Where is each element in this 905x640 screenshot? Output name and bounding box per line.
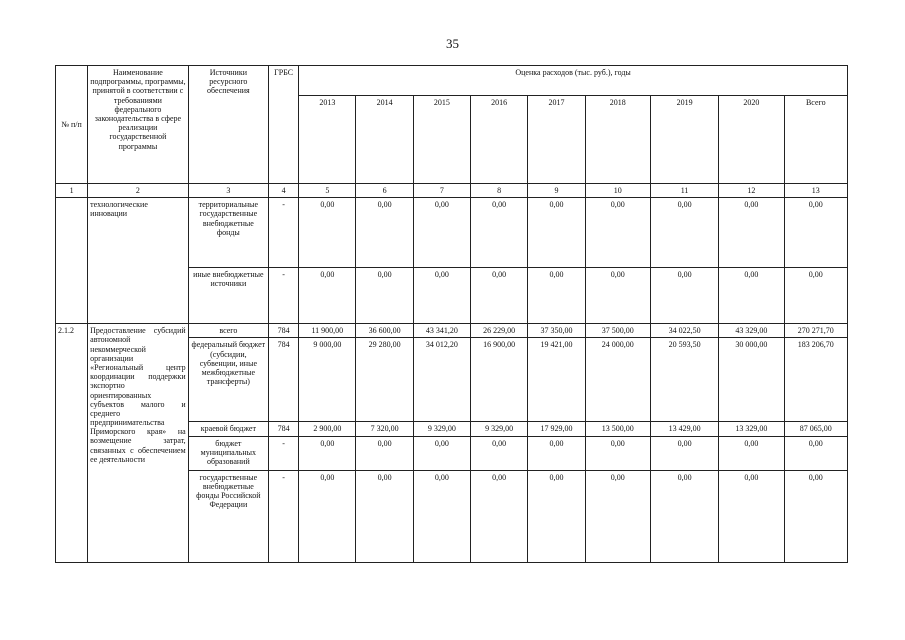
value-cell: 43 341,20 bbox=[413, 324, 470, 338]
table-row bbox=[56, 198, 848, 268]
value-cell: 9 329,00 bbox=[413, 422, 470, 436]
index-cell: 7 bbox=[413, 184, 470, 198]
value-cell: 0,00 bbox=[585, 436, 650, 470]
source-cell: бюджет муниципальных образований bbox=[188, 436, 268, 470]
value-cell: 0,00 bbox=[471, 198, 528, 268]
index-cell: 11 bbox=[650, 184, 718, 198]
value-cell: 0,00 bbox=[413, 470, 470, 562]
grbs-cell: - bbox=[269, 268, 299, 324]
value-cell: 0,00 bbox=[356, 436, 413, 470]
index-cell: 13 bbox=[784, 184, 847, 198]
header-year: 2017 bbox=[528, 96, 585, 184]
row-name: технологические инновации bbox=[88, 198, 189, 324]
header-source: Источники ресурсного обеспечения bbox=[188, 66, 268, 184]
value-cell: 0,00 bbox=[784, 198, 847, 268]
value-cell: 19 421,00 bbox=[528, 338, 585, 422]
index-cell: 5 bbox=[299, 184, 356, 198]
index-cell: 1 bbox=[56, 184, 88, 198]
header-num: № п/п bbox=[56, 66, 88, 184]
value-cell: 37 500,00 bbox=[585, 324, 650, 338]
value-cell: 0,00 bbox=[528, 436, 585, 470]
index-cell: 6 bbox=[356, 184, 413, 198]
header-estimate: Оценка расходов (тыс. руб.), годы bbox=[299, 66, 848, 96]
value-cell: 0,00 bbox=[413, 198, 470, 268]
index-cell: 4 bbox=[269, 184, 299, 198]
header-year: 2018 bbox=[585, 96, 650, 184]
value-cell: 0,00 bbox=[719, 198, 784, 268]
value-cell: 0,00 bbox=[650, 268, 718, 324]
source-cell: государственные внебюджетные фонды Российской Федерации bbox=[188, 470, 268, 562]
value-cell: 0,00 bbox=[585, 268, 650, 324]
value-cell: 0,00 bbox=[719, 268, 784, 324]
value-cell: 17 929,00 bbox=[528, 422, 585, 436]
header-year: 2016 bbox=[471, 96, 528, 184]
grbs-cell: - bbox=[269, 198, 299, 268]
value-cell: 0,00 bbox=[356, 198, 413, 268]
value-cell: 0,00 bbox=[719, 470, 784, 562]
value-cell: 13 429,00 bbox=[650, 422, 718, 436]
index-cell: 9 bbox=[528, 184, 585, 198]
value-cell: 0,00 bbox=[784, 436, 847, 470]
value-cell: 0,00 bbox=[356, 470, 413, 562]
header-year: 2019 bbox=[650, 96, 718, 184]
value-cell: 0,00 bbox=[299, 436, 356, 470]
value-cell: 0,00 bbox=[585, 470, 650, 562]
page-number: 35 bbox=[446, 36, 459, 51]
header-name: Наименование подпрограммы, программы, принятой в соответствии с требованиями федерального законодательства в сфере реализации государственной программы bbox=[88, 66, 189, 184]
header-grbs: ГРБС bbox=[269, 66, 299, 184]
source-cell: краевой бюджет bbox=[188, 422, 268, 436]
header-year: 2013 bbox=[299, 96, 356, 184]
value-cell: 0,00 bbox=[784, 268, 847, 324]
value-cell: 0,00 bbox=[650, 436, 718, 470]
value-cell: 43 329,00 bbox=[719, 324, 784, 338]
value-cell: 36 600,00 bbox=[356, 324, 413, 338]
value-cell: 0,00 bbox=[650, 198, 718, 268]
value-cell: 0,00 bbox=[471, 470, 528, 562]
value-cell: 7 320,00 bbox=[356, 422, 413, 436]
value-cell: 0,00 bbox=[719, 436, 784, 470]
value-cell: 0,00 bbox=[528, 268, 585, 324]
value-cell: 0,00 bbox=[784, 470, 847, 562]
value-cell: 0,00 bbox=[413, 268, 470, 324]
value-cell: 183 206,70 bbox=[784, 338, 847, 422]
grbs-cell: 784 bbox=[269, 324, 299, 338]
row-num bbox=[56, 198, 88, 324]
value-cell: 0,00 bbox=[650, 470, 718, 562]
value-cell: 0,00 bbox=[356, 268, 413, 324]
value-cell: 0,00 bbox=[413, 436, 470, 470]
budget-table bbox=[55, 65, 848, 563]
grbs-cell: - bbox=[269, 470, 299, 562]
value-cell: 30 000,00 bbox=[719, 338, 784, 422]
index-cell: 10 bbox=[585, 184, 650, 198]
value-cell: 20 593,50 bbox=[650, 338, 718, 422]
value-cell: 34 022,50 bbox=[650, 324, 718, 338]
source-cell: иные внебюджетные источники bbox=[188, 268, 268, 324]
value-cell: 0,00 bbox=[471, 436, 528, 470]
header-year: 2015 bbox=[413, 96, 470, 184]
value-cell: 34 012,20 bbox=[413, 338, 470, 422]
value-cell: 0,00 bbox=[299, 470, 356, 562]
source-cell: федеральный бюджет (субсидии, субвенции, иные межбюджетные трансферты) bbox=[188, 338, 268, 422]
value-cell: 9 329,00 bbox=[471, 422, 528, 436]
source-cell: всего bbox=[188, 324, 268, 338]
index-cell: 3 bbox=[188, 184, 268, 198]
header-year: 2020 bbox=[719, 96, 784, 184]
header-year: 2014 bbox=[356, 96, 413, 184]
value-cell: 26 229,00 bbox=[471, 324, 528, 338]
index-cell: 12 bbox=[719, 184, 784, 198]
row-num: 2.1.2 bbox=[56, 324, 88, 562]
value-cell: 24 000,00 bbox=[585, 338, 650, 422]
index-cell: 2 bbox=[88, 184, 189, 198]
value-cell: 13 329,00 bbox=[719, 422, 784, 436]
value-cell: 2 900,00 bbox=[299, 422, 356, 436]
value-cell: 16 900,00 bbox=[471, 338, 528, 422]
source-cell: территориальные государственные внебюджетные фонды bbox=[188, 198, 268, 268]
value-cell: 0,00 bbox=[299, 268, 356, 324]
value-cell: 11 900,00 bbox=[299, 324, 356, 338]
value-cell: 0,00 bbox=[585, 198, 650, 268]
value-cell: 0,00 bbox=[299, 198, 356, 268]
value-cell: 270 271,70 bbox=[784, 324, 847, 338]
grbs-cell: 784 bbox=[269, 422, 299, 436]
value-cell: 29 280,00 bbox=[356, 338, 413, 422]
value-cell: 0,00 bbox=[471, 268, 528, 324]
value-cell: 0,00 bbox=[528, 470, 585, 562]
row-name: Предоставление субсидий автономной некоммерческой организации «Региональный центр координации поддержки экспортно ориентированных субъектов малого и среднего предпринимательства Приморского края» на возмещение затрат, связанных с обеспечением ее деятельности bbox=[88, 324, 189, 562]
header-year-total: Всего bbox=[784, 96, 847, 184]
value-cell: 0,00 bbox=[528, 198, 585, 268]
grbs-cell: 784 bbox=[269, 338, 299, 422]
value-cell: 9 000,00 bbox=[299, 338, 356, 422]
grbs-cell: - bbox=[269, 436, 299, 470]
value-cell: 13 500,00 bbox=[585, 422, 650, 436]
value-cell: 37 350,00 bbox=[528, 324, 585, 338]
index-cell: 8 bbox=[471, 184, 528, 198]
table-row bbox=[56, 324, 848, 338]
value-cell: 87 065,00 bbox=[784, 422, 847, 436]
